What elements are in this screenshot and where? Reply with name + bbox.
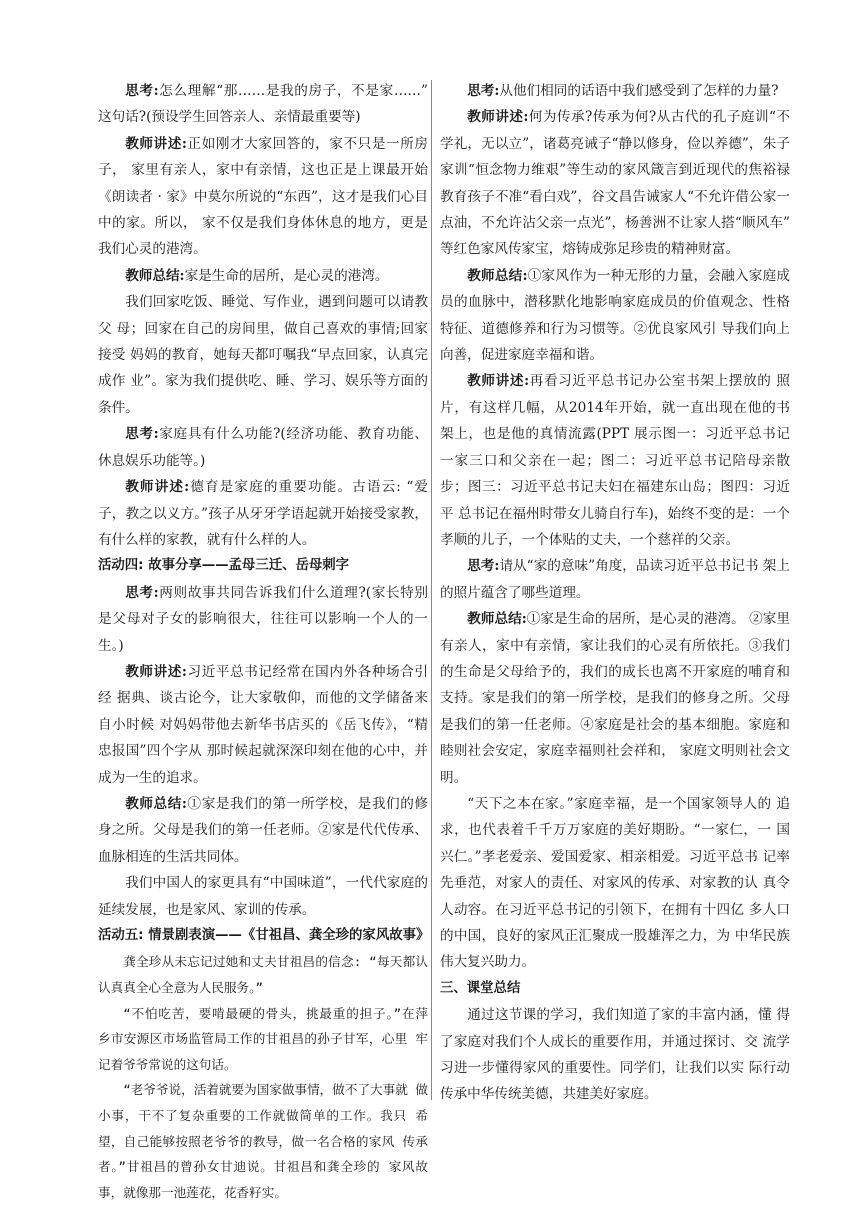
paragraph-label: 思考:: [125, 426, 159, 443]
paragraph: [98, 421, 428, 474]
paragraph: [98, 870, 428, 923]
paragraph: [440, 553, 790, 606]
paragraph-text: ①家风作为一种无形的力量，会融入家庭成员的血脉中，潜移默化地影响家庭成员的价值观念、性格特征、道德修养和行为习惯等。②优良家风引 导我们向上向善，促进家庭幸福和谐。: [440, 267, 790, 364]
paragraph-label: 教师总结:: [125, 267, 185, 284]
paragraph: [98, 659, 428, 791]
column-divider: [431, 80, 432, 1100]
paragraph-text: 通过这节课的学习，我们知道了家的丰富内涵，懂 得了家庭对我们个人成长的重要作用，并通过探讨、交 流学习进一步懂得家风的重要性。同学们，让我们以实 际行动传承中华传统美德，共建美好家庭。: [440, 1007, 790, 1103]
paragraph: [440, 368, 790, 553]
paragraph-text: 家是生命的居所，是心灵的港湾。: [184, 267, 389, 284]
paragraph-label: 教师讲述:: [125, 663, 187, 680]
paragraph: [440, 263, 790, 369]
right-column: [440, 78, 790, 1108]
paragraph-label: 教师总结:: [467, 267, 528, 284]
paragraph-text: 习近平总书记经常在国内外各种场合引经 据典、谈古论今，让大家敬仰，而他的文学储备来自小时候 对妈妈带他去新华书店买的《岳飞传》，“精忠报国”四个字从 那时候起就深深印刻在他的心中，并成为一生的追求。: [98, 663, 428, 786]
paragraph-text: 从他们相同的话语中我们感受到了怎样的力量?: [499, 83, 779, 99]
section-heading: 活动四: 故事分享——孟母三迁、岳母刺字: [98, 558, 350, 574]
paragraph-label: 教师总结:: [125, 795, 187, 812]
story-paragraph: “不怕吃苦，要啃最硬的骨头，挑最重的担子。”在萍 乡市安源区市场监管局工作的甘祖昌的孙子甘军，心里 牢记着爷爷常说的这句话。: [98, 1005, 428, 1072]
paragraph-text: 我们回家吃饭、睡觉、写作业，遇到问题可以请教父 母；回家在自己的房间里，做自己喜欢的事情;回家接受 妈妈的教育，她每天都叮嘱我“早点回家，认真完成作 业”。家为我们提供吃、睡、学习、娱乐等方面的条件。: [98, 294, 428, 416]
paragraph-label: 思考:: [467, 558, 500, 575]
paragraph-text: 请从“家的意味”角度，品读习近平总书记书 架上的照片蕴含了哪些道理。: [440, 558, 790, 601]
paragraph-text: 正如刚才大家回答的，家不只是一所房子， 家里有亲人，家中有亲情，这也正是上课最开始《朗读者 · 家》中莫尔所说的“东西”，这才是我们心目中的家。所以， 家不仅是我们身体休息的地方，更是我们心灵的港湾。: [98, 135, 428, 258]
section-heading: 活动五: 情景剧表演——《甘祖昌、龚全珍的家风故事》: [98, 928, 430, 943]
paragraph: [440, 791, 790, 976]
paragraph-label: 教师讲述:: [467, 109, 529, 126]
paragraph-text: ①家是生命的居所，是心灵的港湾。 ②家里有亲人，家中有亲情，家让我们的心灵有所依托。③我们的生命是父母给予的，我们的成长也离不开家庭的哺育和支持。家是我们的第一所学校，是我们的修身之所。父母是我们的第一任老师。④家庭是社会的基本细胞。家庭和睦则社会安定，家庭幸福则社会祥和， 家庭文明则社会文明。: [440, 611, 790, 786]
story-paragraph: 龚全珍从未忘记过她和丈夫甘祖昌的信念: “每天都认认真真全心全意为人民服务。”: [98, 954, 428, 995]
paragraph-text: 我们中国人的家更具有“中国味道”，一代代家庭的延续发展，也是家风、家训的传承。: [98, 875, 428, 918]
paragraph: [98, 78, 428, 131]
paragraph-label: 思考:: [125, 83, 159, 99]
paragraph-text: 何为传承?传承为何?从古代的孔子庭训“不学礼，无以立”，诸葛亮诫子“静以修身，俭以养德”，朱子 家训“恒念物力维艰”等生动的家风箴言到近现代的焦裕禄 教育孩子不准“看白戏”，谷文昌告诫家人“不允许借公家一 点油，不允许沾父亲一点光”，杨善洲不让家人搭“顺风车” 等红色家风传家宝，熔铸成弥足珍贵的精神财富。: [440, 109, 790, 258]
paragraph: [98, 474, 428, 553]
paragraph-text: “天下之本在家。”家庭幸福，是一个国家领导人的 追求，也代表着千千万万家庭的美好期盼。“一家仁，一 国兴仁。”孝老爱亲、爱国爱家、相亲相爱。习近平总书 记率先垂范，对家人的责任、对家风的传承、对家教的认 真令人动容。在习近平总书记的引领下，在拥有十四亿 多人口的中国，良好的家风正汇聚成一股雄浑之力，为 中华民族伟大复兴助力。: [440, 795, 790, 971]
paragraph-label: 思考:: [467, 83, 500, 99]
paragraph-text: ①家是我们的第一所学校，是我们的修 身之所。父母是我们的第一任老师。②家是代代传承、 血脉相连的生活共同体。: [98, 795, 428, 865]
paragraph-text: 德育是家庭的重要功能。古语云: “爱 子，教之以义方。”孩子从牙牙学语起就开始接受家教， 有什么样的家教，就有什么样的人。: [98, 479, 428, 548]
paragraph-text: 家庭具有什么功能?(经济功能、教育功能、休息娱乐功能等。): [98, 426, 428, 469]
paragraph: [98, 131, 428, 263]
paragraph-label: 教师讲述:: [125, 135, 187, 152]
paragraph: [98, 791, 428, 870]
paragraph-text: 再看习近平总书记办公室书架上摆放的 照片，有这样几幅，从2014年开始，就一直出现在他的书 架上，也是他的真情流露(PPT 展示图一：习近平总书记 一家三口和父亲在一起；图二：习近平总书记陪母亲散 步；图三：习近平总书记夫妇在福建东山岛；图四：习近平 总书记在福州时带女儿骑自行车)，始终不变的是：一个 孝顺的儿子，一个体贴的丈夫，一个慈祥的父亲。: [440, 373, 790, 548]
paragraph: [440, 104, 790, 262]
section-heading: 三、课堂总结: [440, 980, 521, 996]
paragraph-text: 两则故事共同告诉我们什么道理?(家长特别是父母对子女的影响很大，往往可以影响一个人的一生。): [98, 584, 428, 654]
paragraph: [98, 289, 428, 421]
paragraph: [440, 1002, 790, 1108]
paragraph: [98, 580, 428, 659]
paragraph: [440, 606, 790, 791]
paragraph-label: 教师讲述:: [125, 479, 190, 496]
paragraph: [98, 263, 428, 289]
paragraph-text: 怎么理解“那……是我的房子，不是家……” 这句话?(预设学生回答亲人、亲情最重要等): [98, 83, 428, 126]
left-column: [98, 78, 428, 1205]
paragraph-label: 教师讲述:: [467, 373, 530, 390]
story-paragraph: “老爷爷说，活着就要为国家做事情，做不了大事就 做小事，干不了复杂重要的工作就做简单的工作。我只 希望，自己能够按照老爷爷的教导，做一名合格的家风 传承者。”甘祖昌的曾孙女甘迪说。甘祖昌和龚全珍的 家风故事，就像那一池莲花，花香籽实。: [98, 1082, 429, 1200]
paragraph-label: 教师总结:: [467, 611, 527, 628]
paragraph: [440, 78, 790, 104]
paragraph-label: 思考:: [125, 584, 159, 601]
